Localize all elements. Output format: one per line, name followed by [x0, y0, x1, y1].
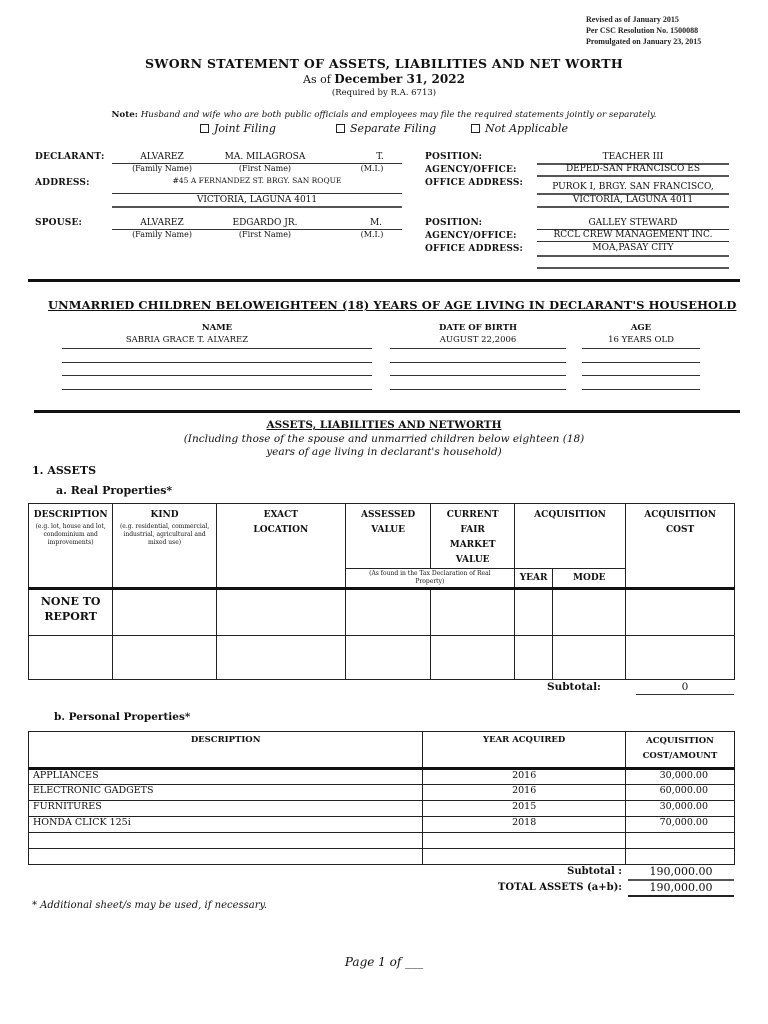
- required-by: (Required by R.A. 6713): [331, 88, 437, 98]
- cell-description: [29, 589, 113, 636]
- header-sublabel: (As found in the Tax Declaration of Real Property): [369, 570, 491, 585]
- cell-cost: 30,000.00: [626, 769, 735, 785]
- cell-kind: [113, 589, 216, 636]
- table-row: [29, 833, 735, 849]
- table-row: [29, 817, 735, 833]
- personal-table-header-row: [29, 732, 735, 769]
- filing-option-separate[interactable]: [336, 122, 436, 135]
- cell-kind: [113, 636, 216, 680]
- col-year-acquired: YEAR ACQUIRED: [423, 732, 626, 769]
- divider: [537, 206, 729, 208]
- assets-section-title: ASSETS, LIABILITIES AND NETWORTH: [266, 419, 502, 431]
- divider: [537, 175, 729, 177]
- cell-year: [423, 833, 626, 849]
- divider: [537, 255, 729, 257]
- header-label: ASSESSED VALUE: [361, 510, 416, 535]
- document-title: SWORN STATEMENT OF ASSETS, LIABILITIES AND NET WORTH: [145, 56, 623, 71]
- assets-subtitle-2: years of age living in declarant's household): [266, 446, 502, 458]
- divider: [390, 348, 566, 349]
- address-label: ADDRESS:: [35, 178, 90, 188]
- declarant-office-address-1: PUROK I, BRGY. SAN FRANCISCO,: [552, 182, 714, 192]
- table-row: [29, 769, 735, 785]
- children-col-age: AGE: [630, 323, 652, 333]
- total-assets-label: TOTAL ASSETS (a+b):: [497, 882, 622, 893]
- revision-info: [586, 14, 701, 47]
- table-row: [29, 589, 735, 636]
- section-divider: [34, 410, 740, 413]
- note-text: Husband and wife who are both public officials and employees may file the required statements jointly or separately.: [140, 110, 657, 120]
- cell-year: [423, 849, 626, 865]
- personal-subtotal-label: Subtotal :: [567, 866, 622, 877]
- checkbox-icon[interactable]: [336, 124, 345, 133]
- cell-year: 2018: [423, 817, 626, 833]
- spouse-agency: RCCL CREW MANAGEMENT INC.: [553, 230, 713, 240]
- note-label: Note:: [111, 110, 138, 120]
- real-table-header-row: [29, 504, 735, 569]
- personal-properties-heading: b. Personal Properties*: [54, 711, 191, 723]
- cell-location: [216, 589, 345, 636]
- personal-subtotal-value: 190,000.00: [649, 865, 713, 878]
- divider: [62, 348, 372, 349]
- revision-line-1: Revised as of January 2015: [586, 15, 679, 24]
- cell-location: [216, 636, 345, 680]
- filing-option-not-applicable[interactable]: [471, 122, 568, 135]
- children-heading: UNMARRIED CHILDREN BELOWEIGHTEEN (18) YEARS OF AGE LIVING IN DECLARANT'S HOUSEHOLD: [48, 298, 737, 312]
- as-of-line: [0, 72, 768, 86]
- declarant-family-name: ALVAREZ: [140, 152, 184, 162]
- divider: [390, 375, 566, 376]
- divider: [62, 375, 372, 376]
- divider: [582, 362, 700, 363]
- declarant-office-address-2: VICTORIA, LAGUNA 4011: [572, 195, 694, 205]
- divider: [582, 348, 700, 349]
- declarant-position-label: POSITION:: [425, 152, 483, 162]
- divider: [62, 389, 372, 390]
- declarant-position: TEACHER III: [602, 152, 664, 162]
- col-location: [216, 504, 345, 589]
- checkbox-icon[interactable]: [471, 124, 480, 133]
- real-subtotal-label: Subtotal:: [547, 681, 601, 693]
- as-of-prefix: As of: [303, 73, 331, 86]
- cell-cost: 30,000.00: [626, 801, 735, 817]
- assets-subtitle-1: (Including those of the spouse and unmarried children below eighteen (18): [183, 433, 585, 445]
- declarant-office-address-label: OFFICE ADDRESS:: [425, 178, 524, 188]
- assets-heading: 1. ASSETS: [32, 464, 97, 477]
- cell-description: [29, 849, 423, 865]
- divider: [112, 193, 402, 194]
- first-name-caption: (First Name): [238, 164, 292, 173]
- cell-cost: [626, 636, 735, 680]
- cell-description: FURNITURES: [29, 801, 423, 817]
- col-cost: [626, 504, 735, 589]
- cell-year: [514, 589, 552, 636]
- divider: [582, 375, 700, 376]
- divider: [537, 267, 729, 269]
- spouse-office-address-label: OFFICE ADDRESS:: [425, 244, 524, 254]
- col-kind: [113, 504, 216, 589]
- col-assessed: [345, 504, 431, 569]
- header-label: MODE: [573, 572, 606, 583]
- divider: [628, 895, 734, 897]
- cell-description: HONDA CLICK 125i: [29, 817, 423, 833]
- spouse-agency-label: AGENCY/OFFICE:: [425, 231, 517, 241]
- declarant-first-name: MA. MILAGROSA: [224, 152, 306, 162]
- cell-year: 2016: [423, 769, 626, 785]
- address-line-2: VICTORIA, LAGUNA 4011: [196, 195, 318, 205]
- divider: [636, 694, 734, 695]
- cell-cost: [626, 833, 735, 849]
- declarant-label: DECLARANT:: [35, 152, 105, 162]
- table-row: [29, 801, 735, 817]
- spouse-label: SPOUSE:: [35, 218, 83, 228]
- cell-cost: 60,000.00: [626, 785, 735, 801]
- none-to-report: NONE TO REPORT: [40, 595, 101, 623]
- cell-mode: [553, 589, 626, 636]
- cell-description: [29, 833, 423, 849]
- cell-description: [29, 636, 113, 680]
- header-sublabel: (e.g. lot, house and lot, condominium and improvements): [35, 523, 106, 546]
- section-divider: [28, 279, 740, 282]
- personal-properties-table: [28, 731, 735, 865]
- child-name: SABRIA GRACE T. ALVAREZ: [125, 335, 249, 345]
- cell-assessed: [345, 636, 431, 680]
- header-label: ACQUISITION: [534, 510, 606, 520]
- address-line-1: #45 A FERNANDEZ ST. BRGY. SAN ROQUE: [172, 176, 342, 185]
- spouse-office-address: MOA,PASAY CITY: [592, 243, 674, 253]
- col-description: [29, 504, 113, 589]
- cell-assessed: [345, 589, 431, 636]
- col-year: [514, 569, 552, 589]
- spouse-position-label: POSITION:: [425, 218, 483, 228]
- col-acquisition-cost: ACQUISITION COST/AMOUNT: [626, 732, 735, 769]
- tax-declaration-note: [345, 569, 514, 589]
- checkbox-icon[interactable]: [200, 124, 209, 133]
- header-label: EXACT LOCATION: [253, 510, 309, 535]
- divider: [62, 362, 372, 363]
- divider: [582, 389, 700, 390]
- family-name-caption: (Family Name): [132, 164, 192, 173]
- table-row: [29, 849, 735, 865]
- revision-line-2: Per CSC Resolution No. 1500088: [586, 26, 699, 35]
- cell-year: [514, 636, 552, 680]
- table-row: [29, 636, 735, 680]
- child-dob: AUGUST 22,2006: [439, 335, 517, 345]
- real-subtotal-value: 0: [681, 681, 689, 693]
- cell-description: ELECTRONIC GADGETS: [29, 785, 423, 801]
- cell-description: APPLIANCES: [29, 769, 423, 785]
- col-description: DESCRIPTION: [29, 732, 423, 769]
- real-properties-table: [28, 503, 735, 680]
- spouse-mi: M.: [369, 218, 383, 228]
- filing-note: [0, 110, 768, 120]
- divider: [390, 389, 566, 390]
- header-label: YEAR: [519, 572, 548, 583]
- cell-year: 2016: [423, 785, 626, 801]
- col-acquisition: [514, 504, 625, 569]
- additional-sheets-note: * Additional sheet/s may be used, if necessary.: [32, 900, 268, 911]
- declarant-agency-label: AGENCY/OFFICE:: [425, 165, 517, 175]
- divider: [390, 362, 566, 363]
- header-label: DESCRIPTION: [33, 510, 108, 520]
- revision-line-3: Promulgated on January 23, 2015: [586, 37, 702, 46]
- filing-option-label: Separate Filing: [350, 122, 437, 135]
- header-label: KIND: [150, 510, 179, 520]
- header-sublabel: (e.g. residential, commercial, industrial, agricultural and mixed use): [119, 523, 210, 546]
- mi-caption: (M.I.): [360, 164, 384, 173]
- spouse-position: GALLEY STEWARD: [588, 218, 678, 228]
- header-label: ACQUISITION COST: [644, 510, 716, 535]
- col-fmv: [431, 504, 515, 569]
- cell-mode: [553, 636, 626, 680]
- child-age: 16 YEARS OLD: [608, 335, 674, 345]
- spouse-first-name: EDGARDO JR.: [232, 218, 298, 228]
- family-name-caption: (Family Name): [132, 230, 192, 239]
- table-row: [29, 785, 735, 801]
- page-number: Page 1 of ___: [344, 955, 424, 969]
- first-name-caption: (First Name): [238, 230, 292, 239]
- spouse-family-name: ALVAREZ: [140, 218, 184, 228]
- col-mode: [553, 569, 626, 589]
- header-label: CURRENT FAIR MARKET VALUE: [446, 510, 499, 565]
- cell-year: 2015: [423, 801, 626, 817]
- children-col-dob: DATE OF BIRTH: [438, 323, 518, 333]
- filing-option-label: Not Applicable: [485, 122, 569, 135]
- cell-cost: [626, 849, 735, 865]
- divider: [537, 241, 729, 242]
- cell-fmv: [431, 636, 515, 680]
- mi-caption: (M.I.): [360, 230, 384, 239]
- real-properties-heading: a. Real Properties*: [56, 484, 173, 497]
- filing-option-label: Joint Filing: [214, 122, 276, 135]
- total-assets-value: 190,000.00: [649, 881, 713, 894]
- divider: [112, 206, 402, 208]
- as-of-date: December 31, 2022: [334, 72, 465, 86]
- declarant-mi: T.: [376, 152, 384, 162]
- cell-cost: [626, 589, 735, 636]
- cell-fmv: [431, 589, 515, 636]
- cell-cost: 70,000.00: [626, 817, 735, 833]
- filing-option-joint[interactable]: [200, 122, 276, 135]
- children-col-name: NAME: [201, 323, 233, 333]
- declarant-agency: DEPED-SAN FRANCISCO ES: [565, 164, 701, 174]
